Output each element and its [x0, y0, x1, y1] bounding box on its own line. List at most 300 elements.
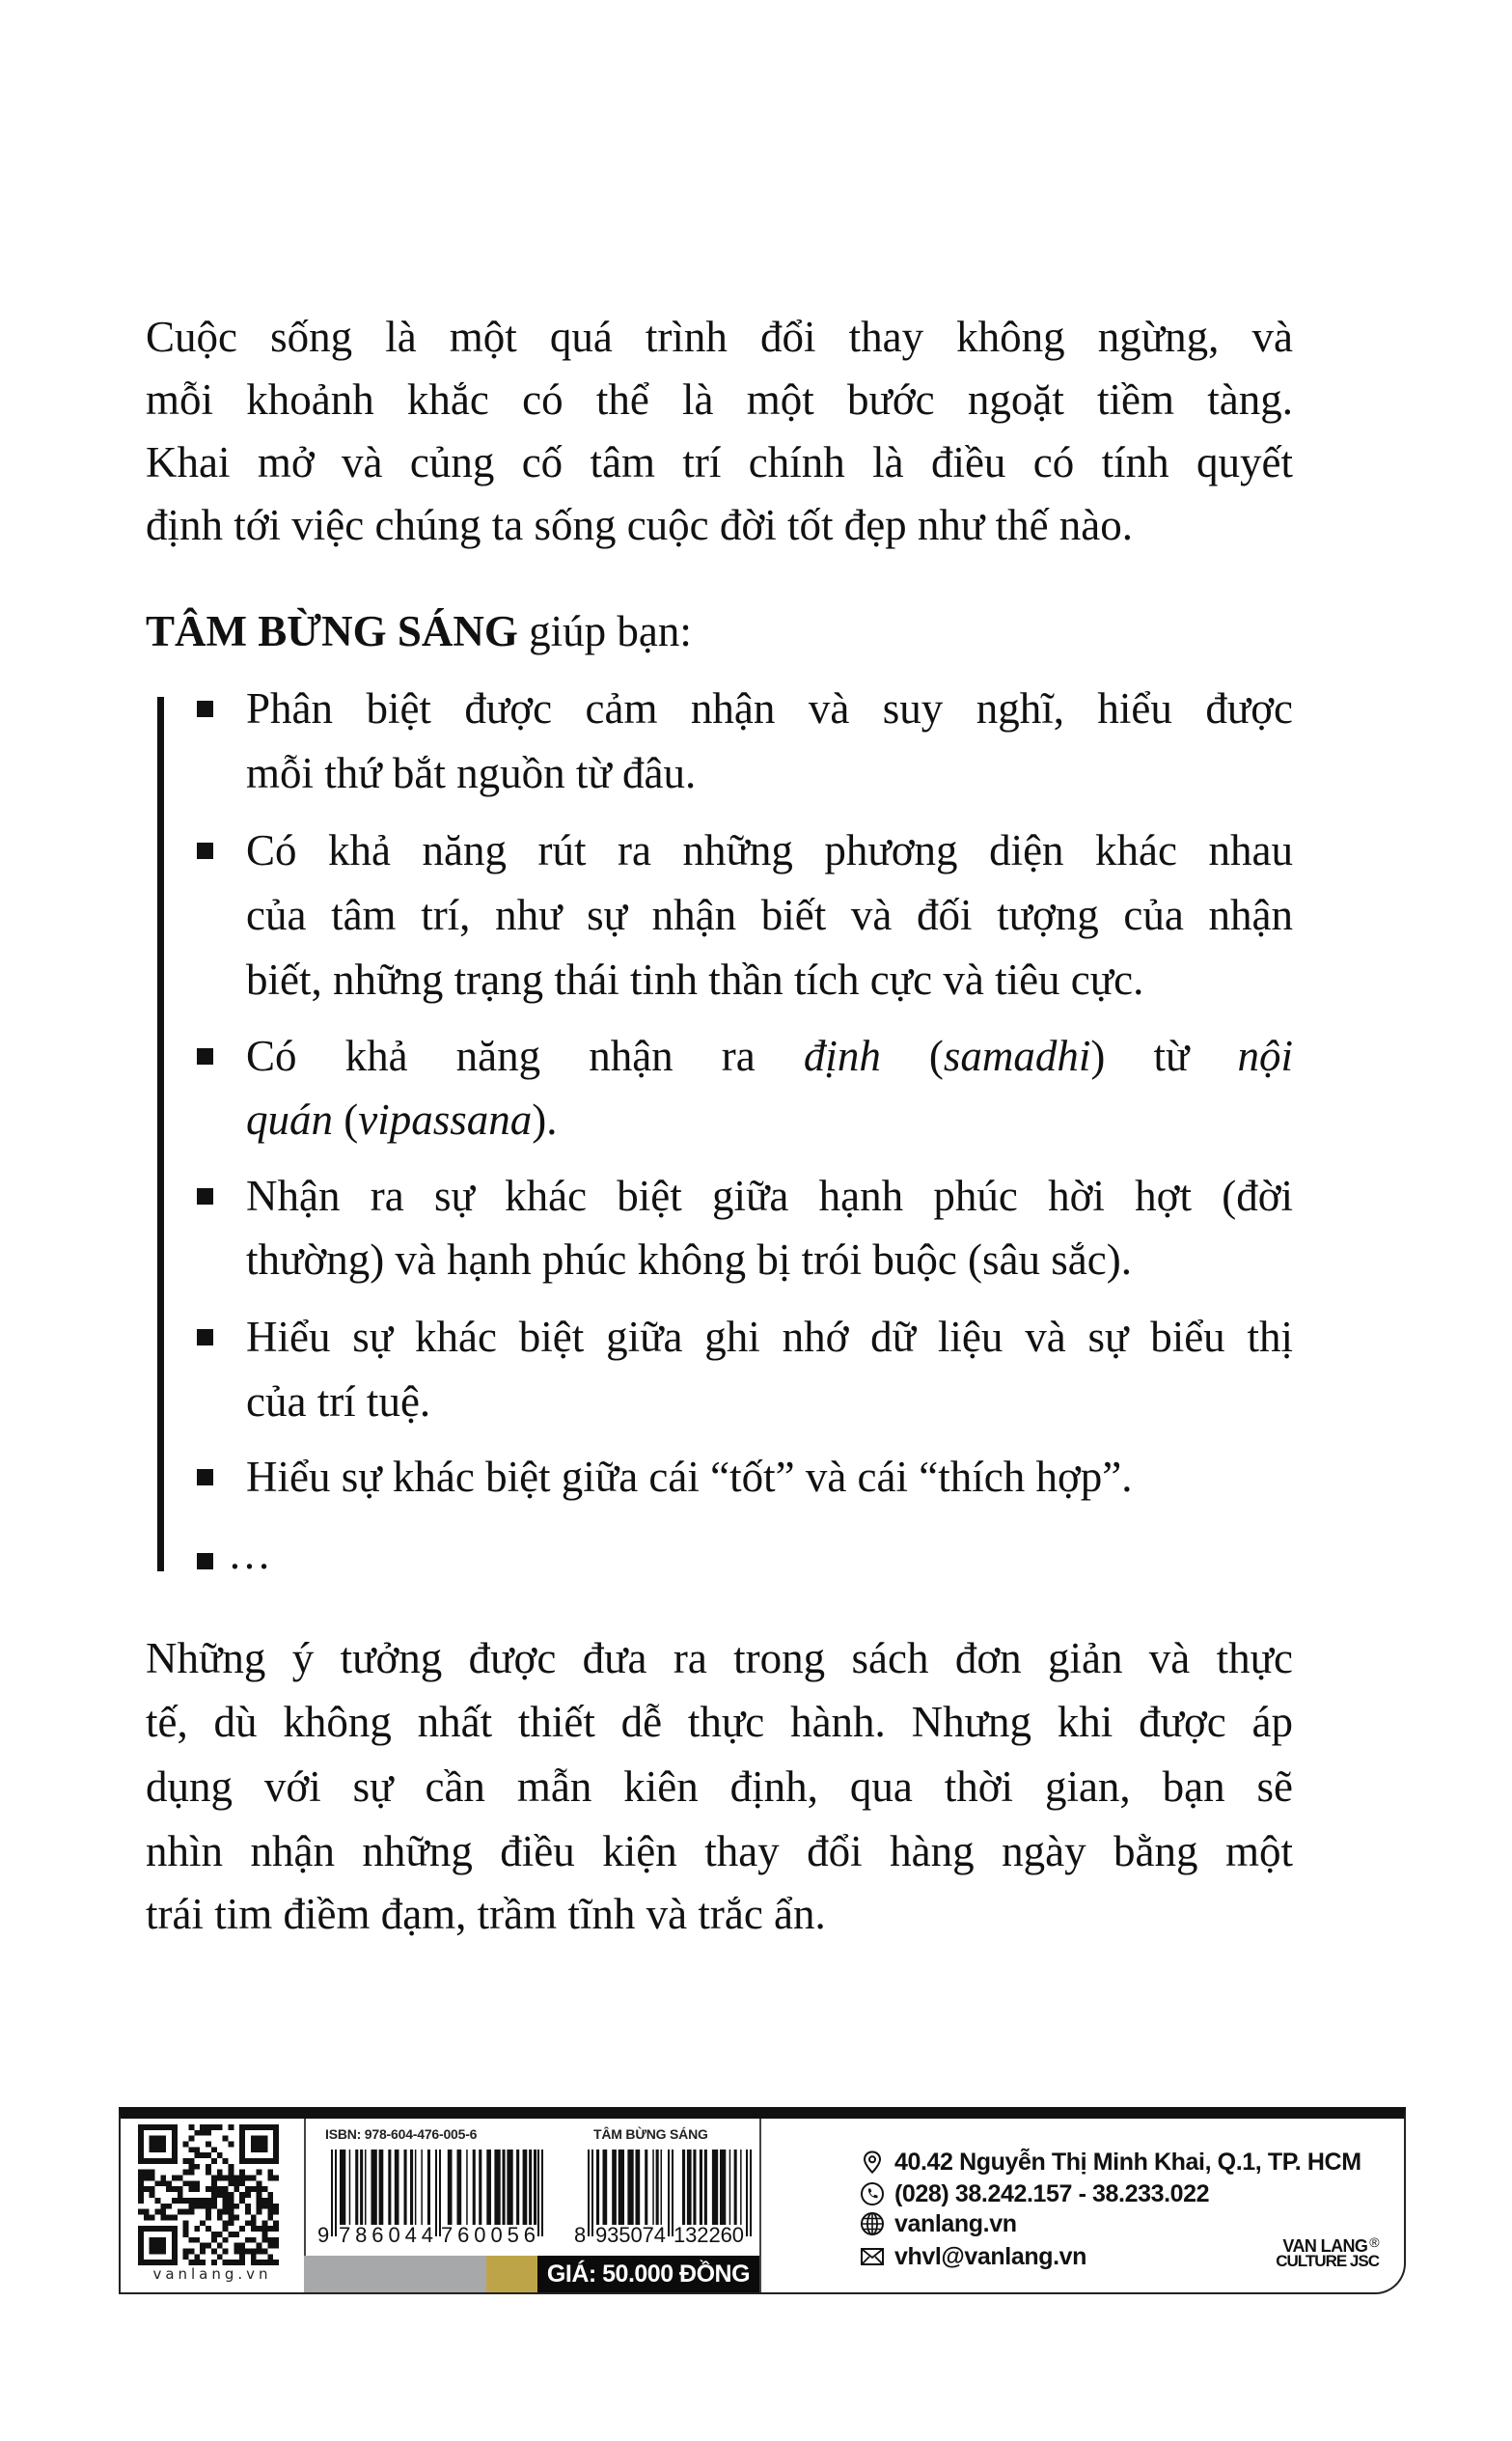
qr-module [223, 2237, 229, 2243]
qr-module [206, 2186, 211, 2192]
qr-code-icon[interactable] [138, 2124, 279, 2265]
product-barcode [572, 2150, 756, 2244]
qr-module [217, 2254, 223, 2260]
barcode-bar [529, 2150, 532, 2225]
qr-module [138, 2124, 144, 2164]
qr-module [194, 2204, 200, 2209]
qr-module [211, 2237, 217, 2243]
intro-line: định tới việc chúng ta sống cuộc đời tốt đẹp như thế nào. [146, 501, 1134, 549]
text-run: ( [880, 1032, 944, 1080]
qr-module [239, 2180, 245, 2186]
list-item-line: biết, những trạng thái tinh thần tích cực và tiêu cực. [246, 956, 1144, 1004]
qr-module [234, 2232, 239, 2237]
list-item-line: của tâm trí, như sự nhận biết và đối tượng của nhận [246, 891, 1293, 939]
qr-module [194, 2226, 200, 2232]
qr-module [194, 2180, 200, 2186]
barcode-bar [448, 2150, 453, 2225]
benefits-heading [146, 606, 1293, 656]
contact-email [860, 2242, 1086, 2271]
qr-module [228, 2170, 234, 2176]
barcode-bar [720, 2150, 726, 2225]
list-item-line: mỗi thứ bắt nguồn từ đâu. [246, 749, 697, 797]
barcode-digit-bg [339, 2226, 433, 2244]
barcode-bar [645, 2150, 647, 2225]
intro-line: mỗi khoảnh khắc có thể là một bước ngoặt tiềm tàng. [146, 375, 1293, 424]
qr-module [217, 2232, 223, 2237]
qr-module [200, 2248, 206, 2254]
contact-address [860, 2148, 1361, 2177]
qr-module [189, 2204, 195, 2209]
qr-module [239, 2243, 245, 2249]
publisher-logo [1276, 2234, 1379, 2269]
qr-module [245, 2220, 251, 2226]
barcode-digits: 132260 [674, 2223, 744, 2244]
back-cover-info-panel [119, 2107, 1406, 2294]
bullet-square-icon [197, 1329, 213, 1345]
qr-module [261, 2204, 267, 2209]
gold-strip [486, 2256, 537, 2292]
qr-module [251, 2237, 257, 2243]
qr-module [206, 2209, 211, 2215]
qr-module [211, 2176, 217, 2181]
barcode-guard-bar [591, 2150, 593, 2236]
qr-module [267, 2226, 273, 2232]
qr-module [257, 2198, 262, 2204]
text-run: ( [333, 1096, 359, 1144]
qr-module [257, 2248, 262, 2254]
list-item-line [246, 1031, 1293, 1081]
barcode-bar [473, 2150, 476, 2225]
qr-module [155, 2180, 161, 2186]
intro-line: Cuộc sống là một quá trình đổi thay không ngừng, và [146, 313, 1293, 361]
qr-module [267, 2214, 273, 2220]
qr-caption: vanlang.vn [152, 2265, 272, 2283]
qr-module [150, 2136, 167, 2153]
barcode-digits: 935074 [595, 2223, 666, 2244]
text-run: ) từ [1090, 1032, 1238, 1080]
qr-module [228, 2142, 234, 2148]
text-run: Có khả năng nhận ra [246, 1032, 804, 1080]
italic-term: định [803, 1032, 881, 1080]
barcode-guard-bar [668, 2150, 670, 2236]
qr-module [267, 2254, 273, 2260]
qr-module [273, 2176, 279, 2181]
bullet-square-icon [197, 1469, 213, 1485]
qr-module [217, 2192, 223, 2198]
qr-module [211, 2186, 217, 2192]
bullet-square-icon [197, 701, 213, 717]
closing-line: Những ý tưởng được đưa ra trong sách đơn giản và thực [146, 1634, 1293, 1682]
barcode-guard-bar [750, 2150, 752, 2236]
qr-module [206, 2243, 211, 2249]
qr-module [206, 2164, 211, 2170]
qr-module [223, 2220, 229, 2226]
qr-module [194, 2254, 200, 2260]
qr-module [194, 2186, 200, 2192]
qr-module [267, 2237, 273, 2243]
qr-module [183, 2248, 189, 2254]
qr-module [194, 2237, 200, 2243]
barcode-bar [415, 2150, 417, 2225]
heading-suffix: giúp bạn: [517, 607, 692, 655]
barcode-bar [516, 2150, 519, 2225]
barcode-guard-bar [541, 2150, 543, 2236]
qr-module [267, 2192, 273, 2198]
barcode-bar [457, 2150, 462, 2225]
qr-module [189, 2180, 195, 2186]
qr-module [257, 2209, 262, 2215]
qr-module [183, 2142, 189, 2148]
qr-module [155, 2209, 161, 2215]
qr-module [194, 2147, 200, 2152]
qr-module [239, 2176, 245, 2181]
phone-text: (028) 38.242.157 - 38.233.022 [894, 2179, 1210, 2207]
qr-module [261, 2248, 267, 2254]
qr-module [228, 2176, 234, 2181]
website-link[interactable]: vanlang.vn [894, 2209, 1017, 2237]
qr-module [245, 2176, 251, 2181]
qr-module [144, 2170, 150, 2176]
list-item-line: của trí tuệ. [246, 1377, 431, 1426]
qr-module [166, 2214, 172, 2220]
qr-module [138, 2186, 144, 2192]
barcode-bar [466, 2150, 468, 2225]
qr-module [206, 2142, 211, 2148]
address-text: 40.42 Nguyễn Thị Minh Khai, Q.1, TP. HCM [894, 2148, 1361, 2176]
qr-module [261, 2226, 267, 2232]
qr-module [150, 2237, 167, 2255]
qr-module [228, 2180, 234, 2186]
qr-module [228, 2209, 234, 2215]
qr-module [194, 2152, 200, 2158]
qr-module [144, 2176, 150, 2181]
qr-module [228, 2192, 234, 2198]
qr-module [211, 2192, 217, 2198]
qr-module [273, 2124, 279, 2164]
barcode-bar [479, 2150, 481, 2225]
qr-module [200, 2243, 206, 2249]
barcode-guard-bar [335, 2150, 337, 2236]
qr-module [217, 2186, 223, 2192]
qr-module [267, 2170, 273, 2176]
qr-module [257, 2226, 262, 2232]
list-accent-bar [157, 697, 164, 1571]
qr-module [223, 2226, 229, 2232]
qr-module [261, 2237, 267, 2243]
qr-module [144, 2209, 150, 2215]
qr-module [245, 2204, 251, 2209]
qr-module [223, 2158, 229, 2164]
qr-module [206, 2124, 211, 2130]
barcode-bar [395, 2150, 399, 2225]
qr-module [150, 2170, 155, 2176]
closing-line: tế, dù không nhất thiết dễ thực hành. Nhưng khi được áp [146, 1698, 1293, 1746]
price-strip [304, 2256, 759, 2292]
isbn-barcode [316, 2150, 547, 2244]
barcode-bar [596, 2150, 599, 2225]
qr-module [245, 2248, 251, 2254]
barcode-bar [494, 2150, 500, 2225]
barcode-guard-bar [435, 2150, 437, 2236]
barcode-bar [365, 2150, 367, 2225]
closing-line: nhìn nhận những điều kiện thay đổi hàng ngày bằng một [146, 1827, 1293, 1875]
qr-module [183, 2158, 189, 2164]
qr-module [251, 2214, 257, 2220]
list-item-line: Hiểu sự khác biệt giữa ghi nhớ dữ liệu và sự biểu thị [246, 1313, 1293, 1361]
qr-module [183, 2254, 189, 2260]
qr-module [166, 2180, 172, 2186]
qr-module [172, 2226, 178, 2265]
italic-term: vipassana [358, 1096, 533, 1144]
barcode-guard-bar [331, 2150, 333, 2236]
list-item-line: Có khả năng rút ra những phương diện khác nhau [246, 826, 1293, 874]
barcode-bar [603, 2150, 608, 2225]
barcode-bar [656, 2150, 659, 2225]
qr-module [189, 2186, 195, 2192]
qr-module [183, 2232, 189, 2237]
qr-module [239, 2226, 245, 2232]
email-link[interactable]: vhvl@vanlang.vn [894, 2242, 1086, 2270]
contact-website [860, 2209, 1017, 2238]
qr-module [178, 2176, 183, 2181]
qr-module [138, 2226, 178, 2232]
qr-module [144, 2214, 150, 2220]
qr-module [183, 2226, 189, 2232]
qr-module [251, 2136, 268, 2153]
qr-module [217, 2209, 223, 2215]
qr-module [261, 2232, 267, 2237]
barcode-bar [612, 2150, 617, 2225]
qr-module [206, 2152, 211, 2158]
barcode-bar [740, 2150, 742, 2225]
text-run: ). [532, 1096, 558, 1144]
barcode-bar [360, 2150, 363, 2225]
list-item-line: Phân biệt được cảm nhận và suy nghĩ, hiểu được [246, 684, 1293, 733]
qr-module [223, 2136, 229, 2142]
qr-module [261, 2198, 267, 2204]
envelope-icon [860, 2244, 885, 2269]
qr-module [194, 2130, 200, 2136]
qr-module [206, 2204, 211, 2209]
qr-module [189, 2164, 195, 2170]
qr-module [138, 2226, 144, 2265]
location-pin-icon [860, 2150, 885, 2175]
qr-module [138, 2124, 178, 2130]
barcode-digits: 760056 [441, 2223, 536, 2244]
qr-module [200, 2130, 206, 2136]
barcode-section [304, 2119, 761, 2292]
qr-module [211, 2198, 217, 2204]
qr-module [257, 2170, 262, 2176]
qr-module [172, 2176, 178, 2181]
barcode-bar [704, 2150, 707, 2225]
qr-module [228, 2198, 234, 2204]
barcode-bar [661, 2150, 663, 2225]
qr-module [234, 2214, 239, 2220]
qr-module [138, 2209, 144, 2215]
italic-term: quán [246, 1096, 333, 1144]
qr-module [257, 2204, 262, 2209]
qr-module [239, 2198, 245, 2204]
qr-section [121, 2119, 306, 2292]
qr-module [211, 2147, 217, 2152]
qr-module [228, 2232, 234, 2237]
qr-module [138, 2180, 144, 2186]
qr-module [228, 2164, 234, 2170]
qr-module [189, 2198, 195, 2204]
qr-module [178, 2186, 183, 2192]
qr-module [239, 2170, 245, 2176]
italic-term: samadhi [943, 1032, 1091, 1080]
qr-module [239, 2124, 245, 2164]
qr-module [257, 2243, 262, 2249]
qr-module [160, 2214, 166, 2220]
barcode-bar [486, 2150, 491, 2225]
qr-module [234, 2176, 239, 2181]
qr-module [189, 2237, 195, 2243]
qr-module [206, 2214, 211, 2220]
qr-module [239, 2124, 279, 2130]
qr-module [138, 2198, 144, 2204]
qr-module [251, 2226, 257, 2232]
qr-module [172, 2198, 178, 2204]
qr-module [234, 2204, 239, 2209]
qr-module [245, 2192, 251, 2198]
qr-module [150, 2186, 155, 2192]
qr-module [251, 2220, 257, 2226]
closing-line: trái tim điềm đạm, trầm tĩnh và trắc ẩn. [146, 1890, 826, 1938]
barcode-bar [340, 2150, 345, 2225]
qr-module [267, 2243, 273, 2249]
bullet-square-icon [197, 1188, 213, 1205]
qr-module [183, 2170, 189, 2176]
qr-module [172, 2214, 178, 2220]
qr-module [166, 2186, 172, 2192]
barcode-bar [619, 2150, 624, 2225]
barcode-digit-bg [441, 2226, 536, 2244]
qr-module [223, 2248, 229, 2254]
qr-module [223, 2176, 229, 2181]
barcode-bar [421, 2150, 423, 2225]
qr-module [211, 2180, 217, 2186]
qr-module [160, 2209, 166, 2215]
list-item-line: thường) và hạnh phúc không bị trói buộc (sâu sắc). [246, 1235, 1132, 1284]
qr-module [234, 2180, 239, 2186]
barcode-bar [734, 2150, 737, 2225]
qr-module [257, 2180, 262, 2186]
qr-module [178, 2192, 183, 2198]
qr-module [234, 2248, 239, 2254]
qr-module [178, 2209, 183, 2215]
qr-module [273, 2237, 279, 2243]
qr-module [217, 2152, 223, 2158]
closing-line: dụng với sự cần mẫn kiên định, qua thời gian, bạn sẽ [146, 1762, 1293, 1811]
logo-line2: CULTURE JSC [1276, 2252, 1379, 2270]
logo-line1: VAN LANG [1282, 2236, 1368, 2256]
qr-module [211, 2124, 217, 2130]
barcode-bar [687, 2150, 692, 2225]
qr-module [273, 2220, 279, 2226]
qr-module [189, 2147, 195, 2152]
barcode-bar [652, 2150, 654, 2225]
qr-module [189, 2170, 195, 2176]
qr-module [223, 2209, 229, 2215]
qr-module [150, 2176, 155, 2181]
qr-module [183, 2220, 189, 2226]
qr-module [217, 2214, 223, 2220]
qr-module [273, 2209, 279, 2215]
qr-module [172, 2124, 178, 2164]
qr-module [267, 2209, 273, 2215]
qr-module [206, 2170, 211, 2176]
barcode-bar [379, 2150, 384, 2225]
qr-module [200, 2204, 206, 2209]
qr-module [273, 2226, 279, 2232]
barcode-bar [507, 2150, 512, 2225]
phone-icon [860, 2181, 885, 2206]
qr-module [239, 2254, 245, 2260]
list-ellipsis: … [228, 1530, 271, 1578]
qr-module [211, 2204, 217, 2209]
qr-module [189, 2209, 195, 2215]
barcode-lead-digit: 9 [317, 2223, 330, 2244]
barcode-bar [700, 2150, 702, 2225]
qr-module [273, 2204, 279, 2209]
qr-module [228, 2220, 234, 2226]
qr-module [257, 2192, 262, 2198]
barcode-bar [388, 2150, 391, 2225]
book-title-label: TÂM BỪNG SÁNG [593, 2126, 708, 2142]
price-label: GIÁ: 50.000 ĐỒNG [537, 2256, 759, 2292]
qr-module [251, 2186, 257, 2192]
qr-module [206, 2130, 211, 2136]
barcode-lead-digit: 8 [574, 2223, 587, 2244]
grey-strip [304, 2256, 486, 2292]
qr-module [183, 2180, 189, 2186]
qr-module [239, 2192, 245, 2198]
qr-module [155, 2198, 161, 2204]
qr-module [273, 2243, 279, 2249]
barcode-bar [534, 2150, 536, 2225]
globe-icon [860, 2211, 885, 2236]
qr-module [183, 2209, 189, 2215]
registered-mark: ® [1369, 2234, 1379, 2250]
barcode-bar [693, 2150, 696, 2225]
qr-module [234, 2186, 239, 2192]
list-item-line: Nhận ra sự khác biệt giữa hạnh phúc hời hợt (đời [246, 1172, 1293, 1220]
qr-module [217, 2124, 223, 2130]
bullet-square-icon [197, 843, 213, 859]
isbn-label: ISBN: 978-604-476-005-6 [325, 2126, 478, 2142]
qr-module [183, 2198, 189, 2204]
qr-module [245, 2186, 251, 2192]
qr-module [223, 2198, 229, 2204]
qr-module [150, 2214, 155, 2220]
qr-module [228, 2124, 234, 2130]
barcode-bar [636, 2150, 641, 2225]
qr-module [160, 2176, 166, 2181]
qr-module [189, 2248, 195, 2254]
qr-module [245, 2237, 251, 2243]
barcode-guard-bar [588, 2150, 590, 2236]
barcode-bar [427, 2150, 430, 2225]
barcode-bar [523, 2150, 528, 2225]
list-item-line [246, 1095, 1293, 1145]
qr-module [150, 2192, 155, 2198]
qr-module [200, 2152, 206, 2158]
barcode-bar [349, 2150, 351, 2225]
qr-module [189, 2158, 195, 2164]
